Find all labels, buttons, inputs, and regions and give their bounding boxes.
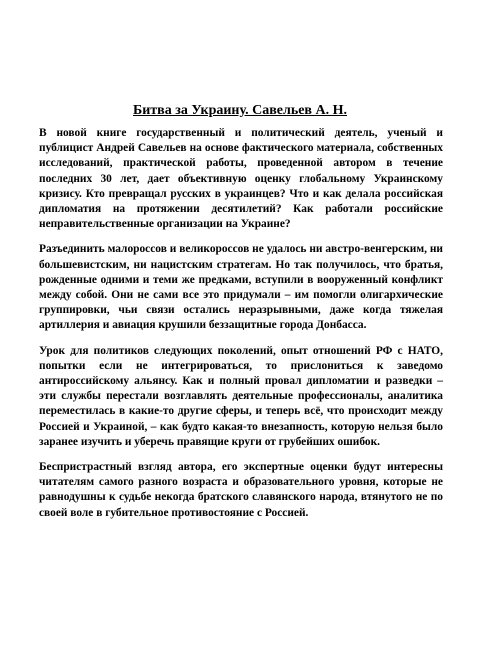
paragraph-2: Разъединить малороссов и великороссов не удалось ни австро-венгерским, ни большевистским, ни нацистским стратегам. Но так получилось, что братья, рожденные одними и теми же предками, вступили в вооруженный конфликт между собой. Они не сами все это придумали – им помогли олигархические группировки, чьи связи остались неразрывными, даже когда тяжелая артиллерия и авиация крушили беззащитные города Донбасса.: [39, 243, 443, 332]
paragraph-1: В новой книге государственный и политический деятель, ученый и публицист Андрей Савельев на основе фактического материала, собственных исследований, практической работы, проведенной автором в течение последних 30 лет, дает объективную оценку глобальному Украинскому кризису. Кто превращал русских в украинцев? Что и как делала российская дипломатия на протяжении десятилетий? Как работали российские неправительственные организации на Украине?: [39, 127, 443, 231]
paragraph-3: Урок для политиков следующих поколений, опыт отношений РФ с НАТО, попытки если не интегрироваться, то прислониться к заведомо антироссийскому альянсу. Как и полный провал дипломатии и разведки – эти службы перестали возглавлять деятельные профессионалы, аналитика переместилась в какие-то другие сферы, и теперь всё, что происходит между Россией и Украиной, – как будто какая-то внезапность, которую нельзя было заранее изучить и уберечь правящие круги от грубейших ошибок.: [39, 344, 443, 448]
document-title: Битва за Украину. Савельев А. Н.: [132, 103, 347, 118]
paragraph-4: Беспристрастный взгляд автора, его экспертные оценки будут интересны читателям самого разного возраста и образовательного уровня, которые не равнодушны к судьбе некогда братского славянского народа, втянутого не по своей воле в губительное противостояние с Россией.: [39, 461, 443, 519]
document-body: [39, 126, 443, 531]
